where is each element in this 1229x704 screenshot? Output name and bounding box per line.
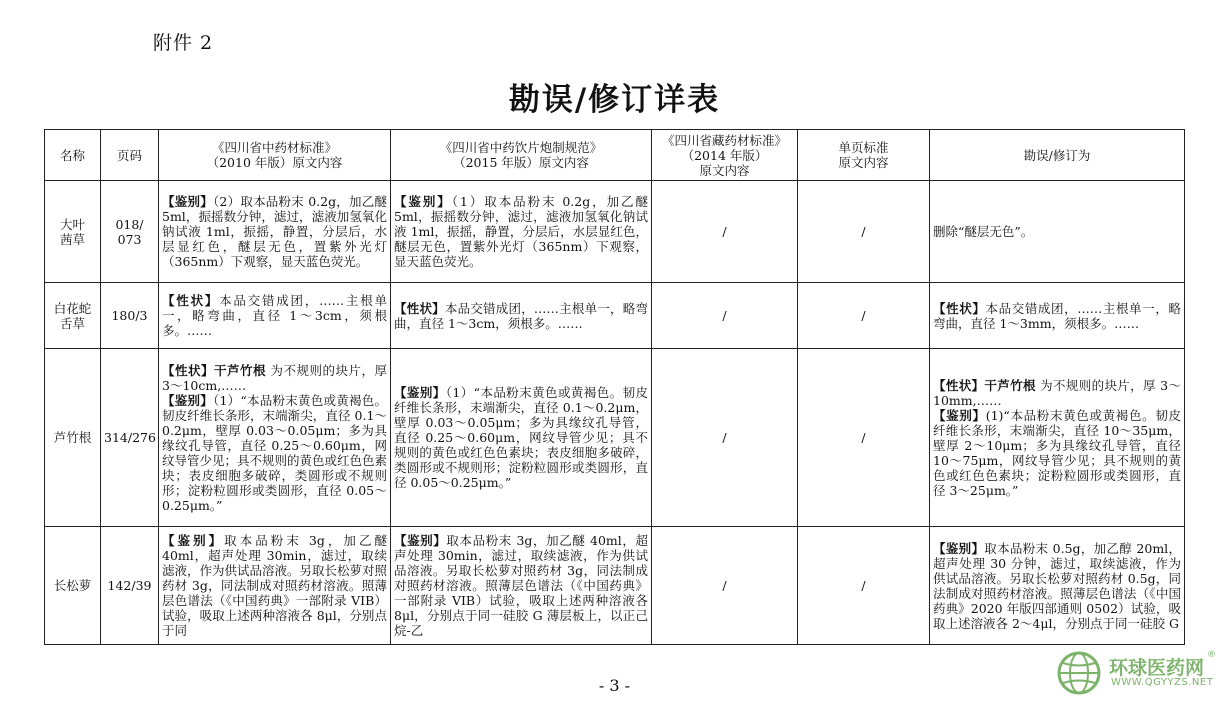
- column-header: 页码: [101, 130, 159, 181]
- column-header: 勘误/修订为: [930, 130, 1185, 181]
- correction-cell: [930, 527, 1185, 645]
- column-header: 《四川省中药饮片炮制规范》 （2015 年版）原文内容: [391, 130, 652, 181]
- watermark-logo: [1053, 650, 1223, 698]
- table-row: [45, 283, 1185, 349]
- herb-standard-2010-cell: [159, 283, 391, 349]
- corrected-text: (1)“本品粉末黄色或黄褐色。韧皮纤维长条形，末端渐尖，直径 10～35μm，壁厚 2～10μm；多为具缘纹孔导管，直径 10～75μm，网纹导管少见；具不规则的黄色或红色色素块；淀粉粒圆形或类圆形，直径 3～25μm。”: [933, 407, 1181, 498]
- single-page-standard-cell: /: [798, 349, 930, 527]
- processing-standard-2015-cell: [391, 181, 652, 283]
- section-tag: 【性状】干芦竹根: [162, 362, 267, 378]
- processing-standard-2015-cell: [391, 527, 652, 645]
- correction-cell: [930, 349, 1185, 527]
- herb-standard-2010-cell: [159, 181, 391, 283]
- section-tag: 【鉴别】: [394, 194, 452, 209]
- watermark-name: 环球医药网: [1109, 657, 1205, 679]
- herb-standard-2010-cell: [159, 527, 391, 645]
- original-text: 本品交错成团，……主根单一，略弯曲，直径 1～3cm，须根多。……: [162, 293, 387, 338]
- column-header: 名称: [45, 130, 101, 181]
- original-text: （1）“本品粉末黄色或黄褐色。韧皮纤维长条形，末端渐尖，直径 0.1～0.2μm，壁厚 0.03～0.05μm；多为具缘纹孔导管，直径 0.25～0.60μm，网纹导管少见；具不规则的黄色或红色色素块；表皮细胞多破碎，类圆形或不规则形；淀粉粒圆形或类圆形，直径 0.05～0.25μm。”: [394, 385, 648, 490]
- original-text: 为不规则的块片，厚 3～10cm,……: [162, 362, 387, 393]
- errata-table: [44, 129, 1185, 645]
- original-text: （2）取本品粉末 0.2g，加乙醚 5ml，振摇数分钟，滤过，滤液加氢氧化钠试液 1ml，振摇，静置，分层后，水层显红色，醚层无色，置紫外光灯（365nm）下观察，显天蓝色荧光。: [162, 194, 387, 269]
- table-row: [45, 527, 1185, 645]
- page-number: - 3 -: [598, 676, 631, 695]
- processing-standard-2015-cell: [391, 283, 652, 349]
- page-title: 勘误/修订详表: [508, 82, 721, 118]
- column-header: 单页标准 原文内容: [798, 130, 930, 181]
- processing-standard-2015-cell: [391, 349, 652, 527]
- tibetan-standard-2014-cell: /: [652, 283, 798, 349]
- attachment-label: 附件 2: [153, 32, 214, 54]
- tibetan-standard-2014-cell: /: [652, 349, 798, 527]
- table-row: [45, 181, 1185, 283]
- page-ref-cell: 018/ 073: [101, 181, 159, 283]
- herb-name-cell: 芦竹根: [45, 349, 101, 527]
- corrected-text: 取本品粉末 0.5g，加乙醇 20ml，超声处理 30 分钟，滤过，取续滤液，作为供试品溶液。另取长松萝对照药材 0.5g，同法制成对照药材溶液。照薄层色谱法（《中国药典》2020 年版四部通则 0502）试验，吸取上述溶液各 2～4μl，分别点于同一硅胶 G: [933, 540, 1181, 631]
- single-page-standard-cell: /: [798, 181, 930, 283]
- page-ref-cell: 142/39: [101, 527, 159, 645]
- herb-name-cell: 长松萝: [45, 527, 101, 645]
- table-header-row: [45, 130, 1185, 181]
- section-tag: 【鉴别】: [162, 392, 213, 408]
- watermark-url: WWW.QGYYZS.NET: [1111, 677, 1214, 688]
- herb-name-cell: 大叶 茜草: [45, 181, 101, 283]
- column-header: 《四川省中药材标准》 （2010 年版）原文内容: [159, 130, 391, 181]
- original-text: （1）“本品粉末黄色或黄褐色。韧皮纤维长条形，末端渐尖，直径 0.1～0.2μm，壁厚 0.03～0.05μm；多为具缘纹孔导管，直径 0.25～0.60μm，网纹导管少见；具不规则的黄色或红色色素块；表皮细胞多破碎，类圆形或不规则形；淀粉粒圆形或类圆形，直径 0.05～0.25μm。”: [162, 392, 388, 513]
- original-text: 取本品粉末 3g，加乙醚 40ml，超声处理 30min，滤过，取续滤液，作为供试品溶液。另取长松萝对照药材 3g，同法制成对照药材溶液。照薄层色谱法（《中国药典》一部附录 VIB）试验，吸取上述两种溶液各 8μl，分别点于同: [162, 533, 388, 638]
- tibetan-standard-2014-cell: /: [652, 527, 798, 645]
- page-ref-cell: 180/3: [101, 283, 159, 349]
- corrected-text: 为不规则的块片，厚 3～10mm,……: [933, 377, 1181, 408]
- section-tag: 【鉴别】: [933, 407, 986, 423]
- table-row: [45, 349, 1185, 527]
- section-tag: 【鉴别】: [162, 533, 225, 548]
- herb-name-cell: 白花蛇 舌草: [45, 283, 101, 349]
- section-tag: 【性状】: [933, 300, 986, 316]
- section-tag: 【性状】: [162, 293, 220, 308]
- section-tag: 【鉴别】: [394, 533, 447, 548]
- globe-icon: [1055, 650, 1103, 696]
- original-text: （1）取本品粉末 0.2g，加乙醚 5ml，振摇数分钟，滤过，滤液加氢氧化钠试液 1ml，振摇，静置，分层后，水层显红色，醚层无色，置紫外光灯（365nm）下观察，显天蓝色荧光。: [394, 194, 648, 269]
- section-tag: 【性状】干芦竹根: [933, 377, 1036, 393]
- single-page-standard-cell: /: [798, 527, 930, 645]
- single-page-standard-cell: /: [798, 283, 930, 349]
- corrected-text: 本品交错成团，……主根单一，略弯曲，直径 1～3mm，须根多。……: [933, 300, 1181, 331]
- herb-standard-2010-cell: [159, 349, 391, 527]
- column-header: 《四川省藏药材标准》（2014 年版） 原文内容: [652, 130, 798, 181]
- section-tag: 【性状】: [394, 300, 445, 316]
- registered-mark: ®: [1207, 650, 1216, 660]
- original-text: 本品交错成团，……主根单一，略弯曲，直径 1～3cm，须根多。……: [394, 300, 648, 331]
- section-tag: 【鉴别】: [933, 540, 985, 556]
- page-ref-cell: 314/276: [101, 349, 159, 527]
- tibetan-standard-2014-cell: /: [652, 181, 798, 283]
- original-text: 取本品粉末 3g，加乙醚 40ml，超声处理 30min，滤过，取续滤液，作为供试品溶液。另取长松萝对照药材 3g，同法制成对照药材溶液。照薄层色谱法（《中国药典》一部附录 VIB）试验，吸取上述两种溶液各 8μl，分别点于同一硅胶 G 薄层板上，以正己烷-乙: [394, 533, 648, 638]
- section-tag: 【鉴别】: [394, 385, 446, 400]
- section-tag: 【鉴别】: [162, 194, 213, 209]
- correction-cell: [930, 283, 1185, 349]
- corrected-text: 删除“醚层无色”。: [933, 224, 1034, 239]
- correction-cell: [930, 181, 1185, 283]
